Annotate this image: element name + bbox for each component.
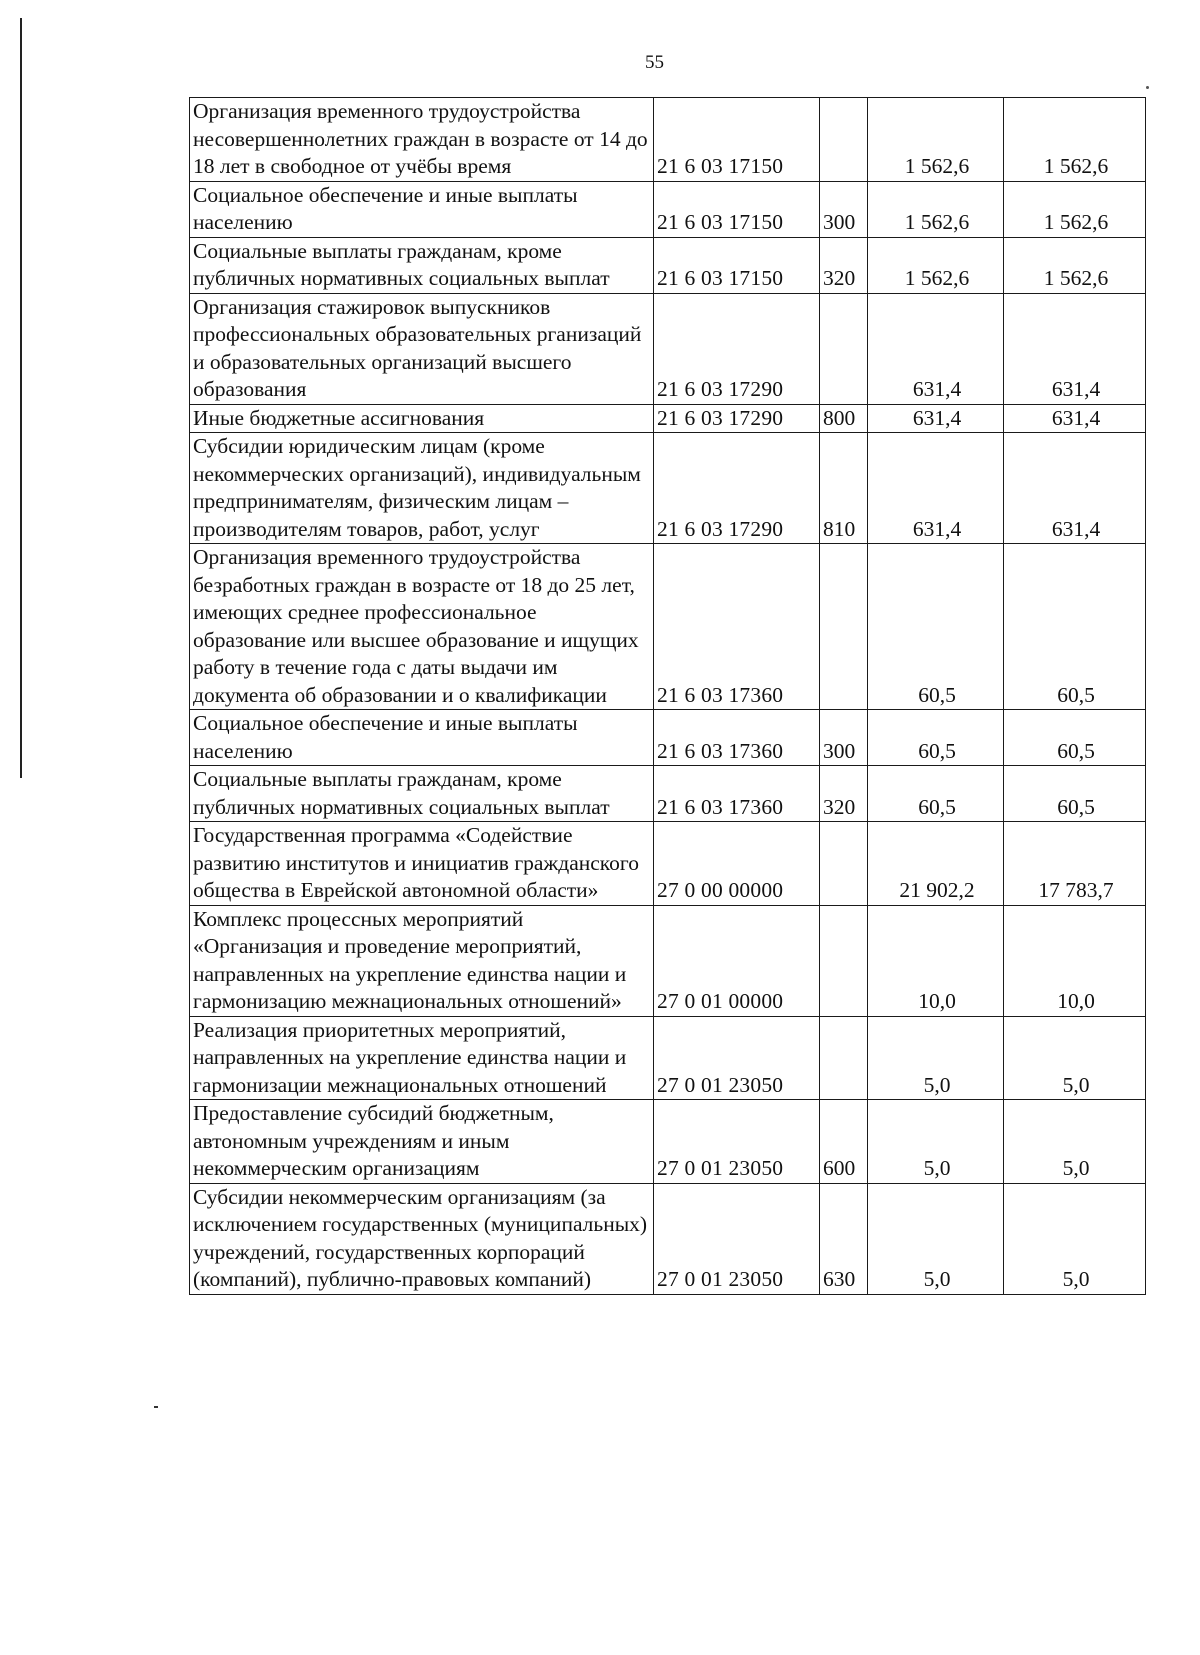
- row-name: Субсидии некоммерческим организациям (за исключением государственных (муниципальных) учреждений, государственных корпораций (компаний), публично-правовых компаний): [190, 1183, 654, 1294]
- row-name: Организация временного трудоустройства безработных граждан в возрасте от 18 до 25 лет, имеющих среднее профессиональное образование или высшее образование и ищущих работу в течение года с даты выдачи им документа об образовании и о квалификации: [190, 544, 654, 710]
- row-code: 21 6 03 17290: [654, 404, 820, 433]
- row-value-2: 10,0: [1004, 905, 1146, 1016]
- table-row: [190, 1100, 1146, 1184]
- row-value-1: 60,5: [868, 766, 1004, 822]
- row-vr: 300: [820, 181, 868, 237]
- row-name: Организация временного трудоустройства несовершеннолетних граждан в возрасте от 14 до 18 лет в свободное от учёбы время: [190, 98, 654, 182]
- row-name: Социальное обеспечение и иные выплаты населению: [190, 710, 654, 766]
- row-value-1: 5,0: [868, 1016, 1004, 1100]
- table-row: [190, 710, 1146, 766]
- row-value-1: 60,5: [868, 544, 1004, 710]
- row-value-1: 631,4: [868, 293, 1004, 404]
- row-name: Государственная программа «Содействие развитию институтов и инициатив гражданского общества в Еврейской автономной области»: [190, 822, 654, 906]
- row-name: Субсидии юридическим лицам (кроме некоммерческих организаций), индивидуальным предпринимателям, физическим лицам – производителям товаров, работ, услуг: [190, 433, 654, 544]
- row-code: 21 6 03 17290: [654, 433, 820, 544]
- table-row: [190, 1016, 1146, 1100]
- row-value-2: 1 562,6: [1004, 98, 1146, 182]
- row-value-2: 17 783,7: [1004, 822, 1146, 906]
- table-row: [190, 822, 1146, 906]
- scan-margin-line: [20, 18, 22, 778]
- row-name: Социальные выплаты гражданам, кроме публичных нормативных социальных выплат: [190, 766, 654, 822]
- row-code: 27 0 00 00000: [654, 822, 820, 906]
- row-code: 21 6 03 17360: [654, 544, 820, 710]
- row-name: Иные бюджетные ассигнования: [190, 404, 654, 433]
- row-code: 21 6 03 17150: [654, 181, 820, 237]
- row-value-2: 1 562,6: [1004, 237, 1146, 293]
- table-row: [190, 433, 1146, 544]
- row-code: 27 0 01 23050: [654, 1016, 820, 1100]
- row-name: Организация стажировок выпускников профессиональных образовательных рганизаций и образовательных организаций высшего образования: [190, 293, 654, 404]
- row-name: Социальные выплаты гражданам, кроме публичных нормативных социальных выплат: [190, 237, 654, 293]
- row-value-2: 60,5: [1004, 766, 1146, 822]
- row-value-1: 5,0: [868, 1183, 1004, 1294]
- row-code: 27 0 01 23050: [654, 1183, 820, 1294]
- row-value-2: 5,0: [1004, 1100, 1146, 1184]
- row-code: 21 6 03 17150: [654, 98, 820, 182]
- table-row: [190, 237, 1146, 293]
- row-value-1: 1 562,6: [868, 98, 1004, 182]
- row-vr: [820, 98, 868, 182]
- row-vr: [820, 822, 868, 906]
- row-name: Реализация приоритетных мероприятий, направленных на укрепление единства нации и гармонизации межнациональных отношений: [190, 1016, 654, 1100]
- row-value-1: 1 562,6: [868, 237, 1004, 293]
- row-code: 21 6 03 17360: [654, 710, 820, 766]
- row-value-2: 5,0: [1004, 1183, 1146, 1294]
- row-value-2: 5,0: [1004, 1016, 1146, 1100]
- row-name: Социальное обеспечение и иные выплаты населению: [190, 181, 654, 237]
- row-value-1: 60,5: [868, 710, 1004, 766]
- row-vr: 320: [820, 766, 868, 822]
- row-value-2: 631,4: [1004, 433, 1146, 544]
- row-vr: 630: [820, 1183, 868, 1294]
- row-vr: 300: [820, 710, 868, 766]
- row-vr: [820, 905, 868, 1016]
- row-vr: 320: [820, 237, 868, 293]
- row-value-1: 631,4: [868, 404, 1004, 433]
- table-row: [190, 98, 1146, 182]
- row-value-1: 631,4: [868, 433, 1004, 544]
- row-value-2: 60,5: [1004, 544, 1146, 710]
- row-value-1: 10,0: [868, 905, 1004, 1016]
- table-row: [190, 905, 1146, 1016]
- row-value-1: 1 562,6: [868, 181, 1004, 237]
- row-code: 21 6 03 17150: [654, 237, 820, 293]
- page-number: 55: [645, 52, 664, 73]
- row-vr: 800: [820, 404, 868, 433]
- row-name: Предоставление субсидий бюджетным, автономным учреждениям и иным некоммерческим организациям: [190, 1100, 654, 1184]
- row-code: 21 6 03 17290: [654, 293, 820, 404]
- row-vr: [820, 293, 868, 404]
- row-name: Комплекс процессных мероприятий «Организация и проведение мероприятий, направленных на укрепление единства нации и гармонизацию межнациональных отношений»: [190, 905, 654, 1016]
- scan-speck: [1146, 86, 1149, 89]
- row-value-2: 1 562,6: [1004, 181, 1146, 237]
- table-row: [190, 293, 1146, 404]
- row-value-2: 60,5: [1004, 710, 1146, 766]
- table-row: [190, 1183, 1146, 1294]
- row-vr: 600: [820, 1100, 868, 1184]
- row-value-2: 631,4: [1004, 293, 1146, 404]
- table-row: [190, 544, 1146, 710]
- row-code: 27 0 01 00000: [654, 905, 820, 1016]
- row-vr: [820, 1016, 868, 1100]
- table-row: [190, 181, 1146, 237]
- row-code: 27 0 01 23050: [654, 1100, 820, 1184]
- row-value-2: 631,4: [1004, 404, 1146, 433]
- budget-table: [189, 97, 1146, 1295]
- row-value-1: 5,0: [868, 1100, 1004, 1184]
- table-row: [190, 404, 1146, 433]
- row-code: 21 6 03 17360: [654, 766, 820, 822]
- row-value-1: 21 902,2: [868, 822, 1004, 906]
- row-vr: [820, 544, 868, 710]
- table-row: [190, 766, 1146, 822]
- row-vr: 810: [820, 433, 868, 544]
- scan-speck: [154, 1406, 158, 1408]
